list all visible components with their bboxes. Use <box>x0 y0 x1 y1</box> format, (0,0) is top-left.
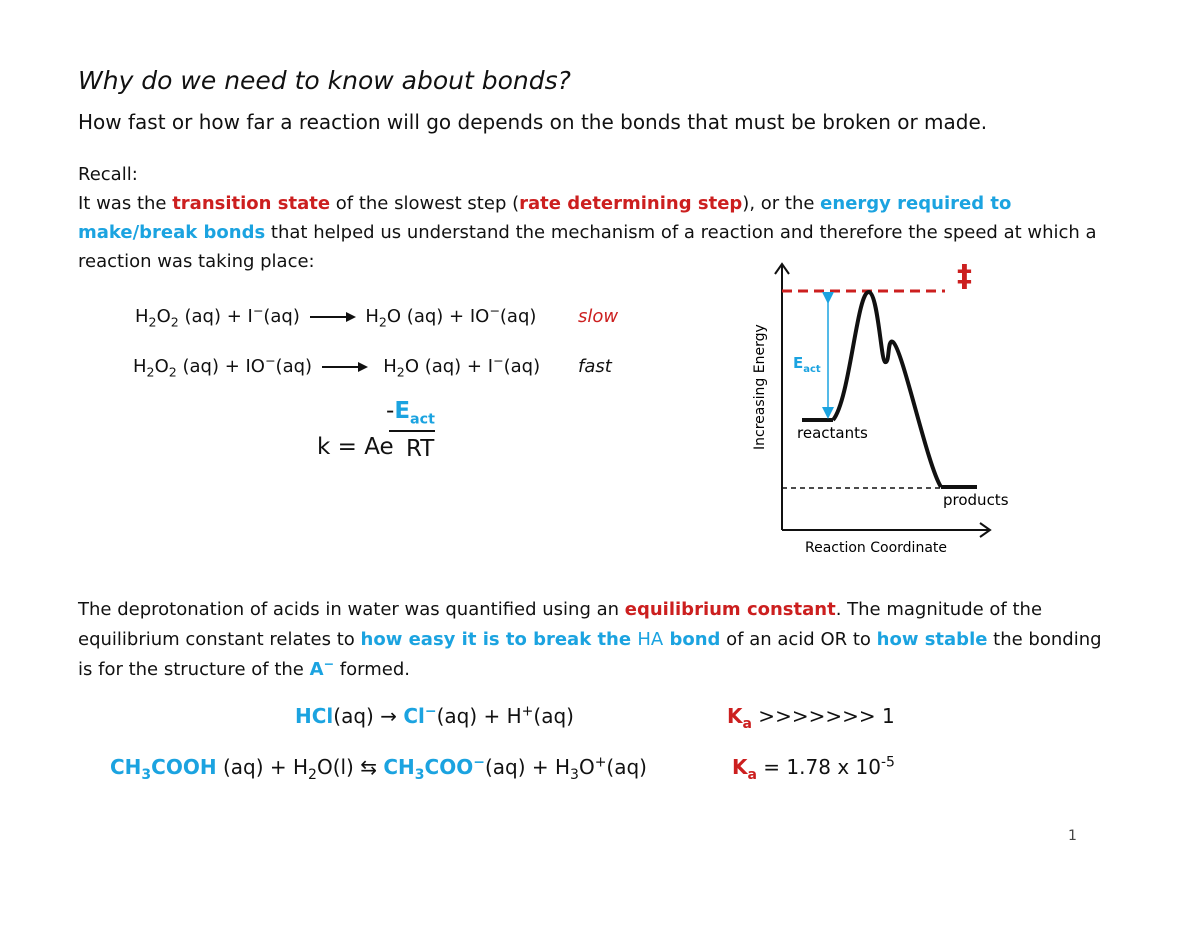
energy-curve <box>833 292 941 487</box>
energy-diagram <box>745 250 1035 565</box>
page-title: Why do we need to know about bonds? <box>78 66 571 95</box>
reactants-label: reactants <box>797 424 868 442</box>
products-label: products <box>943 491 1009 509</box>
acetic-acid-equilibrium: $CH_3COOH$ $(aq) + H_2O(l)$ ⇆ $CH_3COO^-(aq) + H_3O^+(aq)$ <box>110 754 647 783</box>
x-axis-label: Reaction Coordinate <box>805 540 948 556</box>
slow-tag: slow <box>578 306 619 327</box>
deprotonation-paragraph: The deprotonation of acids in water was quantified using an equilibrium constant. The magnitude of the equilibrium constant relates to how easy it is to break the HA bond of an acid OR to how stable the bonding is for the structure of the A− formed. <box>78 599 1102 680</box>
reaction-arrow-icon <box>310 311 356 323</box>
recall-text-3: ), or the <box>742 193 821 214</box>
arrhenius-denominator: RT <box>406 436 435 462</box>
arrhenius-lhs: k = Ae <box>317 434 394 460</box>
reaction-slow-step: $H_2O_2$ (aq) + I−(aq) $H_2O$ (aq) + IO−(aq) <box>135 303 537 330</box>
fraction-bar <box>389 430 435 432</box>
highlight-transition-state: transition state <box>172 193 331 214</box>
recall-text-2: of the slowest step ( <box>330 193 520 214</box>
page-number: 1 <box>1068 828 1077 844</box>
reaction-arrow-icon <box>322 361 368 373</box>
highlight-equilibrium-constant: equilibrium constant <box>624 599 836 620</box>
transition-state-label: ‡ <box>957 259 972 294</box>
y-axis-label: Increasing Energy <box>752 324 768 450</box>
fast-tag: fast <box>578 356 612 377</box>
acetic-acid-ka: $K_a = 1.78$ x $10^{-5}$ <box>732 754 895 783</box>
hcl-ka: $K_a$ >>>>>>> 1 <box>727 704 895 732</box>
activation-energy-label: $E_{act}$ <box>793 354 821 375</box>
hcl-dissociation: HCl(aq) → Cl−(aq) + H+(aq) <box>295 703 574 728</box>
highlight-break-bond: how easy it is to break the <box>360 629 638 650</box>
recall-text-1: It was the <box>78 193 173 214</box>
highlight-how-stable: how stable <box>876 629 988 650</box>
subtitle: How fast or how far a reaction will go depends on the bonds that must be broken or made. <box>78 110 988 134</box>
recall-text-4: that helped us understand the mechanism of a reaction and therefore the speed at which a reaction was taking place: <box>78 222 1097 272</box>
highlight-energy-required: energy required to make/break bonds <box>78 193 1012 243</box>
recall-label: Recall: <box>78 164 138 185</box>
highlight-rate-determining-step: rate determining step <box>519 193 743 214</box>
reaction-fast-step: $H_2O_2$ (aq) + IO−(aq) $H_2O$ (aq) + I−(aq) <box>133 353 541 380</box>
arrhenius-numerator: $-E_{act}$ <box>386 398 435 428</box>
